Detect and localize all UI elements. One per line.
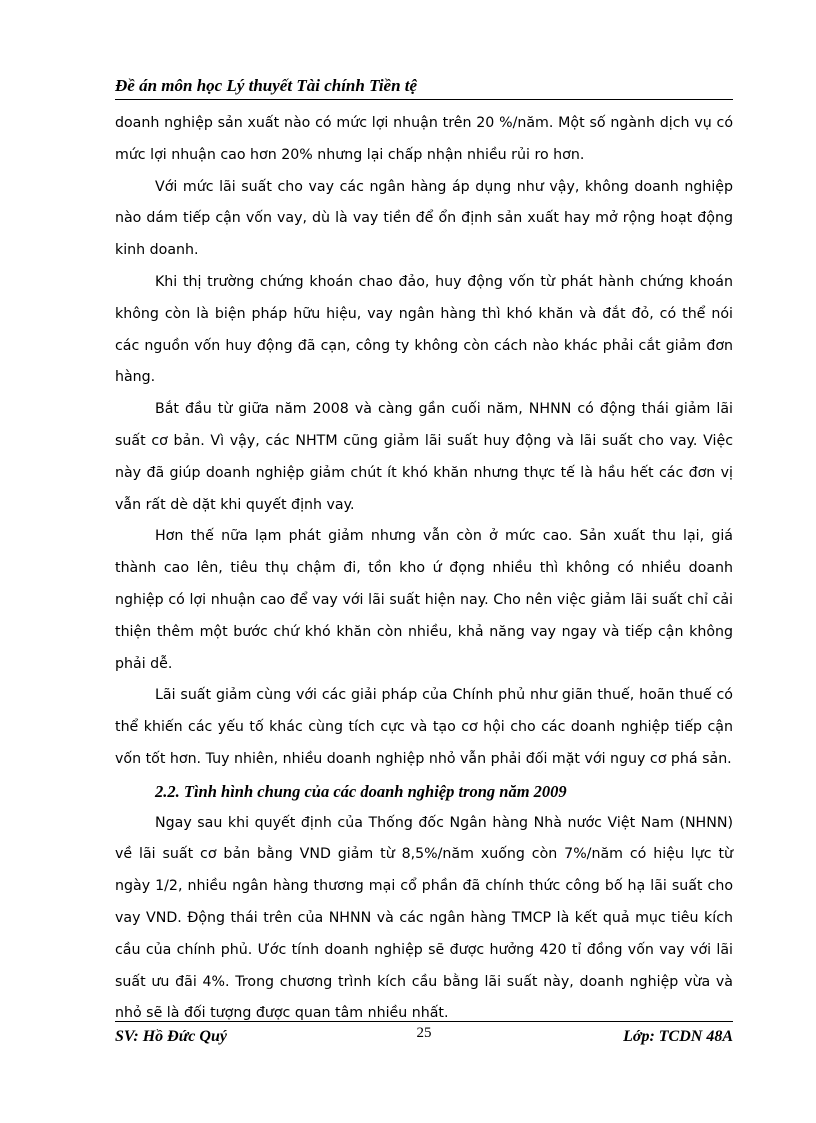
page-footer <box>115 1021 733 1058</box>
paragraph: Hơn thế nữa lạm phát giảm nhưng vẫn còn ở mức cao. Sản xuất thu lại, giá thành cao lên, tiêu thụ chậm đi, tồn kho ứ đọng nhiều thì không có nhiều doanh nghiệp có lợi nhuận cao để vay với lãi suất hiện nay. Cho nên việc giảm lãi suất chỉ cải thiện thêm một bước chứ khó khăn còn nhiều, khả năng vay ngay và tiếp cận không phải dễ. <box>115 528 733 672</box>
paragraph-continued: doanh nghiệp sản xuất nào có mức lợi nhuận trên 20 %/năm. Một số ngành dịch vụ có mức lợi nhuận cao hơn 20% nhưng lại chấp nhận nhiều rủi ro hơn. <box>115 115 733 163</box>
student-name: SV: Hồ Đức Quý <box>115 1028 227 1045</box>
paragraph: Khi thị trường chứng khoán chao đảo, huy động vốn từ phát hành chứng khoán không còn là biện pháp hữu hiệu, vay ngân hàng thì khó khăn và đắt đỏ, có thể nói các nguồn vốn huy động đã cạn, công ty không còn cách nào khác phải cắt giảm đơn hàng. <box>115 273 733 386</box>
document-title: Đề án môn học Lý thuyết Tài chính Tiền tệ <box>115 76 418 95</box>
paragraph: Lãi suất giảm cùng với các giải pháp của Chính phủ như giãn thuế, hoãn thuế có thể khiến các yếu tố khác cùng tích cực và tạo cơ hội cho các doanh nghiệp tiếp cận vốn tốt hơn. Tuy nhiên, nhiều doanh nghiệp nhỏ vẫn phải đối mặt với nguy cơ phá sản. <box>115 687 733 767</box>
paragraph: Với mức lãi suất cho vay các ngân hàng áp dụng như vậy, không doanh nghiệp nào dám tiếp cận vốn vay, dù là vay tiền để ổn định sản xuất hay mở rộng hoạt động kinh doanh. <box>115 178 733 259</box>
page-header <box>115 73 733 100</box>
document-body <box>115 108 733 1030</box>
section-heading: 2.2. Tình hình chung của các doanh nghiệp trong năm 2009 <box>155 781 567 801</box>
paragraph: Bắt đầu từ giữa năm 2008 và càng gần cuối năm, NHNN có động thái giảm lãi suất cơ bản. Vì vậy, các NHTM cũng giảm lãi suất huy động và lãi suất cho vay. Việc này đã giúp doanh nghiệp giảm chút ít khó khăn nhưng thực tế là hầu hết các đơn vị vẫn rất dè dặt khi quyết định vay. <box>115 401 733 513</box>
page-number: 25 <box>416 1025 432 1041</box>
class-label: Lớp: TCDN 48A <box>623 1028 733 1045</box>
paragraph: Ngay sau khi quyết định của Thống đốc Ngân hàng Nhà nước Việt Nam (NHNN) về lãi suất cơ bản bằng VND giảm từ 8,5%/năm xuống còn 7%/năm có hiệu lực từ ngày 1/2, nhiều ngân hàng thương mại cổ phần đã chính thức công bố hạ lãi suất cho vay VND. Động thái trên của NHNN và các ngân hàng TMCP là kết quả mục tiêu kích cầu của chính phủ. Ước tính doanh nghiệp sẽ được hưởng 420 tỉ đồng vốn vay với lãi suất ưu đãi 4%. Trong chương trình kích cầu bằng lãi suất này, doanh nghiệp vừa và nhỏ sẽ là đối tượng được quan tâm nhiều nhất. <box>115 814 733 1022</box>
